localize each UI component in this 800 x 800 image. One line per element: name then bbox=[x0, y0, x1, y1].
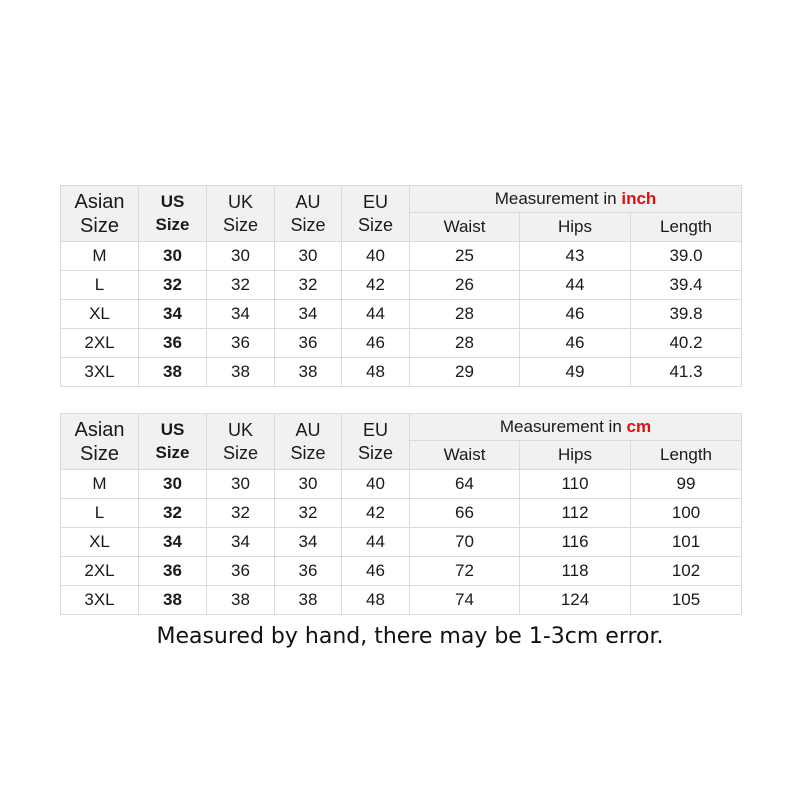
cell-us: 36 bbox=[139, 557, 207, 586]
table-row bbox=[61, 242, 742, 271]
cell-hips: 116 bbox=[520, 528, 631, 557]
table-row bbox=[61, 470, 742, 499]
cell-us: 34 bbox=[139, 528, 207, 557]
cell-asian: 3XL bbox=[61, 358, 139, 387]
header-measurement: Measurement in cm bbox=[410, 414, 742, 441]
cell-hips: 49 bbox=[520, 358, 631, 387]
table-row bbox=[61, 271, 742, 300]
cell-uk: 34 bbox=[207, 528, 275, 557]
cell-length: 40.2 bbox=[631, 329, 742, 358]
cell-uk: 32 bbox=[207, 271, 275, 300]
cell-asian: L bbox=[61, 271, 139, 300]
cell-uk: 38 bbox=[207, 358, 275, 387]
measurement-note: Measured by hand, there may be 1-3cm error. bbox=[156, 624, 664, 649]
cell-length: 39.8 bbox=[631, 300, 742, 329]
header-hips: Hips bbox=[520, 213, 631, 242]
cell-uk: 30 bbox=[207, 242, 275, 271]
cell-hips: 43 bbox=[520, 242, 631, 271]
cell-waist: 26 bbox=[410, 271, 520, 300]
cell-eu: 40 bbox=[342, 242, 410, 271]
header-length: Length bbox=[631, 213, 742, 242]
cell-waist: 66 bbox=[410, 499, 520, 528]
table-row bbox=[61, 358, 742, 387]
cell-hips: 124 bbox=[520, 586, 631, 615]
cell-us: 34 bbox=[139, 300, 207, 329]
header-waist: Waist bbox=[410, 213, 520, 242]
cell-length: 102 bbox=[631, 557, 742, 586]
cell-au: 38 bbox=[275, 358, 342, 387]
cell-uk: 32 bbox=[207, 499, 275, 528]
cell-us: 32 bbox=[139, 499, 207, 528]
measurement-unit: inch bbox=[621, 189, 657, 209]
header-us-size: US Size bbox=[139, 186, 207, 242]
cell-us: 38 bbox=[139, 586, 207, 615]
cell-eu: 46 bbox=[342, 557, 410, 586]
cell-length: 105 bbox=[631, 586, 742, 615]
cell-asian: 2XL bbox=[61, 329, 139, 358]
cell-au: 38 bbox=[275, 586, 342, 615]
cell-length: 39.0 bbox=[631, 242, 742, 271]
cell-waist: 74 bbox=[410, 586, 520, 615]
cell-au: 30 bbox=[275, 470, 342, 499]
cell-length: 100 bbox=[631, 499, 742, 528]
size-table-cm bbox=[60, 413, 742, 615]
header-measurement: Measurement in inch bbox=[410, 186, 742, 213]
table-row bbox=[61, 528, 742, 557]
header-uk-size: UK Size bbox=[207, 186, 275, 242]
header-au-size: AU Size bbox=[275, 414, 342, 470]
cell-length: 99 bbox=[631, 470, 742, 499]
cell-au: 36 bbox=[275, 329, 342, 358]
cell-asian: XL bbox=[61, 300, 139, 329]
cell-hips: 46 bbox=[520, 329, 631, 358]
cell-waist: 25 bbox=[410, 242, 520, 271]
cell-waist: 64 bbox=[410, 470, 520, 499]
cell-asian: 3XL bbox=[61, 586, 139, 615]
cell-eu: 44 bbox=[342, 300, 410, 329]
cell-us: 32 bbox=[139, 271, 207, 300]
cell-hips: 112 bbox=[520, 499, 631, 528]
header-asian-size: Asian Size bbox=[61, 414, 139, 470]
cell-asian: 2XL bbox=[61, 557, 139, 586]
cell-eu: 48 bbox=[342, 358, 410, 387]
cell-au: 34 bbox=[275, 300, 342, 329]
cell-waist: 28 bbox=[410, 329, 520, 358]
cell-asian: L bbox=[61, 499, 139, 528]
header-hips: Hips bbox=[520, 441, 631, 470]
measurement-unit: cm bbox=[626, 417, 652, 437]
cell-au: 30 bbox=[275, 242, 342, 271]
cell-us: 36 bbox=[139, 329, 207, 358]
cell-asian: XL bbox=[61, 528, 139, 557]
cell-uk: 36 bbox=[207, 329, 275, 358]
cell-uk: 34 bbox=[207, 300, 275, 329]
table-row bbox=[61, 300, 742, 329]
cell-eu: 48 bbox=[342, 586, 410, 615]
table-row bbox=[61, 329, 742, 358]
cell-us: 38 bbox=[139, 358, 207, 387]
cell-au: 32 bbox=[275, 271, 342, 300]
cell-eu: 44 bbox=[342, 528, 410, 557]
cell-length: 39.4 bbox=[631, 271, 742, 300]
cell-us: 30 bbox=[139, 242, 207, 271]
header-eu-size: EU Size bbox=[342, 186, 410, 242]
cell-uk: 30 bbox=[207, 470, 275, 499]
header-us-size: US Size bbox=[139, 414, 207, 470]
cell-eu: 40 bbox=[342, 470, 410, 499]
cell-length: 41.3 bbox=[631, 358, 742, 387]
cell-us: 30 bbox=[139, 470, 207, 499]
cell-asian: M bbox=[61, 470, 139, 499]
header-au-size: AU Size bbox=[275, 186, 342, 242]
cell-uk: 38 bbox=[207, 586, 275, 615]
cell-waist: 28 bbox=[410, 300, 520, 329]
cell-hips: 110 bbox=[520, 470, 631, 499]
header-asian-size: Asian Size bbox=[61, 186, 139, 242]
cell-hips: 118 bbox=[520, 557, 631, 586]
table-row bbox=[61, 499, 742, 528]
cell-au: 36 bbox=[275, 557, 342, 586]
cell-eu: 42 bbox=[342, 271, 410, 300]
cell-hips: 44 bbox=[520, 271, 631, 300]
cell-eu: 46 bbox=[342, 329, 410, 358]
cell-waist: 72 bbox=[410, 557, 520, 586]
header-eu-size: EU Size bbox=[342, 414, 410, 470]
cell-asian: M bbox=[61, 242, 139, 271]
cell-length: 101 bbox=[631, 528, 742, 557]
cell-au: 34 bbox=[275, 528, 342, 557]
header-length: Length bbox=[631, 441, 742, 470]
cell-waist: 70 bbox=[410, 528, 520, 557]
table-row bbox=[61, 557, 742, 586]
size-table-inch bbox=[60, 185, 742, 387]
cell-hips: 46 bbox=[520, 300, 631, 329]
header-waist: Waist bbox=[410, 441, 520, 470]
cell-uk: 36 bbox=[207, 557, 275, 586]
cell-eu: 42 bbox=[342, 499, 410, 528]
cell-waist: 29 bbox=[410, 358, 520, 387]
table-row bbox=[61, 586, 742, 615]
cell-au: 32 bbox=[275, 499, 342, 528]
header-uk-size: UK Size bbox=[207, 414, 275, 470]
